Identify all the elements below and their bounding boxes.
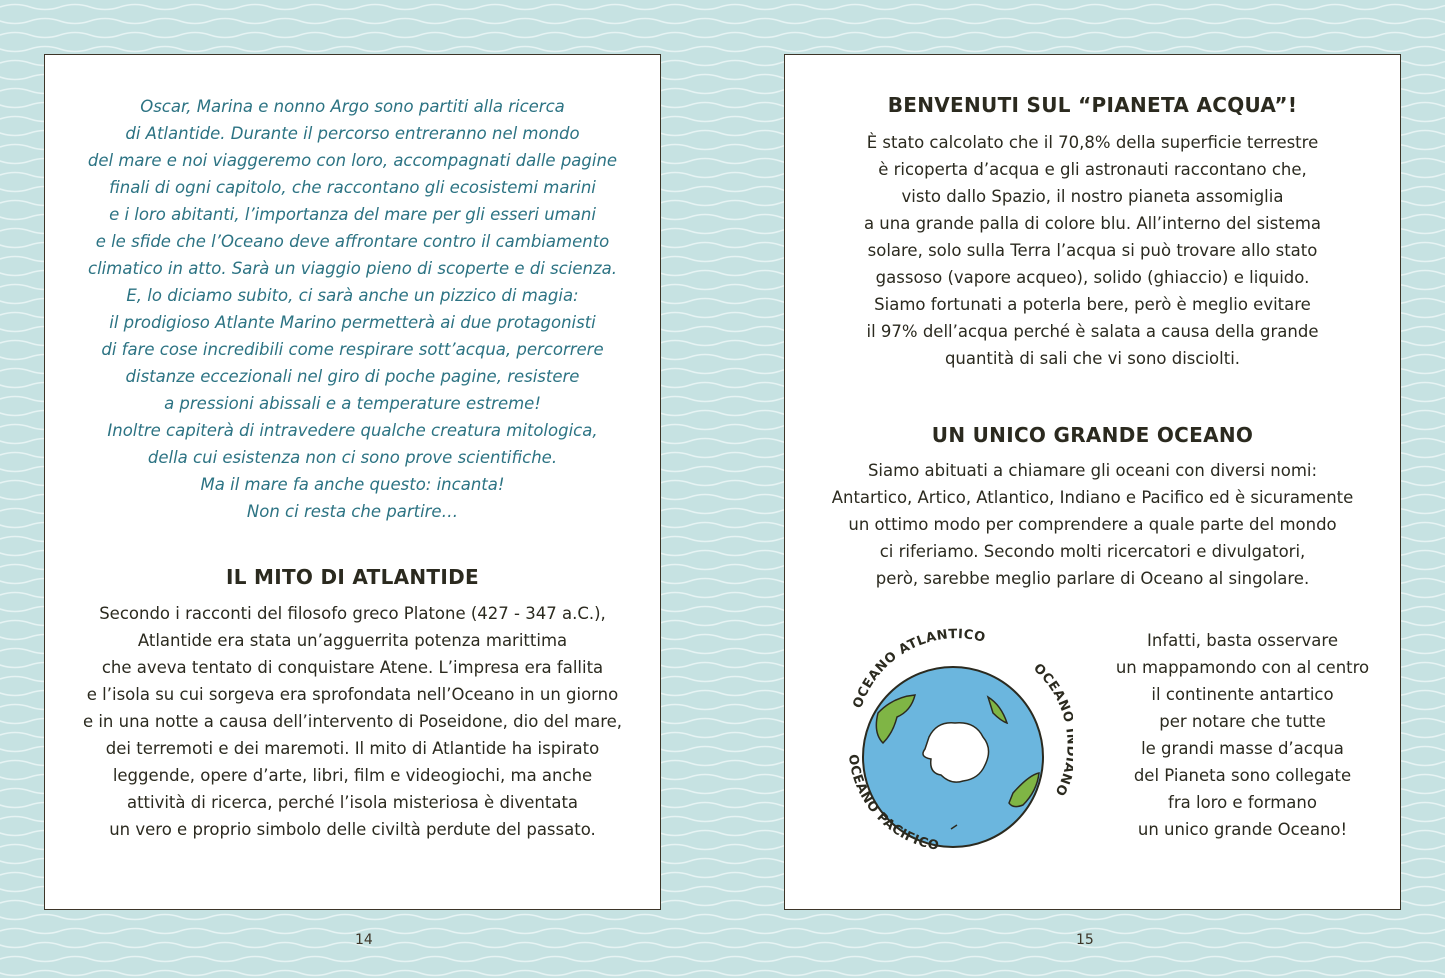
intro-line: e i loro abitanti, l’importanza del mare per gli esseri umani: [109, 205, 596, 224]
text-line: È stato calcolato che il 70,8% della superficie terrestre: [866, 133, 1319, 152]
text-line: è ricoperta d’acqua e gli astronauti raccontano che,: [878, 160, 1307, 179]
intro-line: Inoltre capiterà di intravedere qualche creatura mitologica,: [107, 421, 598, 440]
text-line: Antartico, Artico, Atlantico, Indiano e Pacifico ed è sicuramente: [831, 488, 1354, 507]
intro-line: climatico in atto. Sarà un viaggio pieno di scoperte e di scienza.: [88, 259, 617, 278]
intro-line: e le sfide che l’Oceano deve affrontare contro il cambiamento: [95, 232, 610, 251]
text-line: un mappamondo con al centro: [1115, 658, 1370, 677]
intro-line: del mare e noi viaggeremo con loro, accompagnati dalle pagine: [87, 151, 618, 170]
intro-line: Ma il mare fa anche questo: incanta!: [200, 475, 505, 494]
page-number-right: 15: [1076, 932, 1094, 948]
intro-line: E, lo diciamo subito, ci sarà anche un pizzico di magia:: [126, 286, 579, 305]
page-number-left: 14: [355, 932, 373, 948]
text-line: fra loro e formano: [1168, 793, 1317, 812]
unico-oceano-paragraph: [785, 457, 1400, 592]
text-line: Siamo fortunati a poterla bere, però è meglio evitare: [874, 295, 1311, 314]
text-line: che aveva tentato di conquistare Atene. L’impresa era fallita: [101, 658, 604, 677]
text-line: Siamo abituati a chiamare gli oceani con diversi nomi:: [867, 461, 1318, 480]
right-page: [784, 54, 1401, 910]
text-line: per notare che tutte: [1159, 712, 1326, 731]
label-oceano-pacifico: OCEANO PACIFICO: [844, 753, 941, 854]
text-line: e in una notte a causa dell’intervento di Poseidone, dio del mare,: [82, 712, 623, 731]
text-line: a una grande palla di colore blu. All’interno del sistema: [863, 214, 1322, 233]
text-line: il continente antartico: [1151, 685, 1334, 704]
section-heading-atlantide: IL MITO DI ATLANTIDE: [226, 565, 479, 589]
text-line: un unico grande Oceano!: [1137, 820, 1348, 839]
text-line: leggende, opere d’arte, libri, film e videogiochi, ma anche: [112, 766, 593, 785]
text-line: del Pianeta sono collegate: [1133, 766, 1352, 785]
text-line: quantità di sali che vi sono disciolti.: [944, 349, 1241, 368]
atlantide-paragraph: [45, 600, 660, 843]
left-page: [44, 54, 661, 910]
intro-line: a pressioni abissali e a temperature estreme!: [164, 394, 541, 413]
intro-line: Oscar, Marina e nonno Argo sono partiti alla ricerca: [140, 97, 565, 116]
intro-line: della cui esistenza non ci sono prove scientifiche.: [147, 448, 558, 467]
intro-line: distanze eccezionali nel giro di poche pagine, resistere: [125, 367, 580, 386]
intro-line: di fare cose incredibili come respirare sott’acqua, percorrere: [101, 340, 604, 359]
text-line: visto dallo Spazio, il nostro pianeta assomiglia: [901, 187, 1284, 206]
text-line: gassoso (vapore acqueo), solido (ghiaccio) e liquido.: [875, 268, 1310, 287]
text-line: solare, solo sulla Terra l’acqua si può trovare allo stato: [867, 241, 1318, 260]
intro-line: finali di ogni capitolo, che raccontano gli ecosistemi marini: [109, 178, 596, 197]
text-line: però, sarebbe meglio parlare di Oceano al singolare.: [875, 569, 1310, 588]
globe-caption-paragraph: [1085, 627, 1400, 843]
label-oceano-atlantico: OCEANO ATLANTICO: [850, 627, 987, 711]
text-line: attività di ricerca, perché l’isola misteriosa è diventata: [126, 793, 579, 812]
text-line: Atlantide era stata un’agguerrita potenza marittima: [137, 631, 568, 650]
text-line: Infatti, basta osservare: [1147, 631, 1338, 650]
section-heading-unico-oceano: UN UNICO GRANDE OCEANO: [931, 423, 1254, 447]
text-line: Secondo i racconti del filosofo greco Platone (427 - 347 a.C.),: [99, 604, 606, 623]
pianeta-acqua-paragraph: [785, 129, 1400, 372]
text-line: un vero e proprio simbolo delle civiltà perdute del passato.: [109, 820, 596, 839]
intro-line: Non ci resta che partire…: [246, 502, 459, 521]
intro-paragraph: [45, 93, 660, 525]
intro-line: il prodigioso Atlante Marino permetterà ai due protagonisti: [109, 313, 596, 332]
text-line: ci riferiamo. Secondo molti ricercatori e divulgatori,: [879, 542, 1306, 561]
text-line: le grandi masse d’acqua: [1141, 739, 1344, 758]
text-line: un ottimo modo per comprendere a quale parte del mondo: [848, 515, 1337, 534]
label-oceano-indiano: OCEAN NO: [1030, 660, 1073, 799]
text-line: dei terremoti e dei maremoti. Il mito di Atlantide ha ispirato: [105, 739, 600, 758]
text-line: e l’isola su cui sorgeva era sprofondata nell’Oceano in un giorno: [86, 685, 619, 704]
text-line: il 97% dell’acqua perché è salata a causa della grande: [866, 322, 1319, 341]
globe-illustration: [833, 625, 1073, 865]
section-heading-pianeta-acqua: BENVENUTI SUL “PIANETA ACQUA”!: [887, 93, 1298, 117]
intro-line: di Atlantide. Durante il percorso entreranno nel mondo: [125, 124, 580, 143]
